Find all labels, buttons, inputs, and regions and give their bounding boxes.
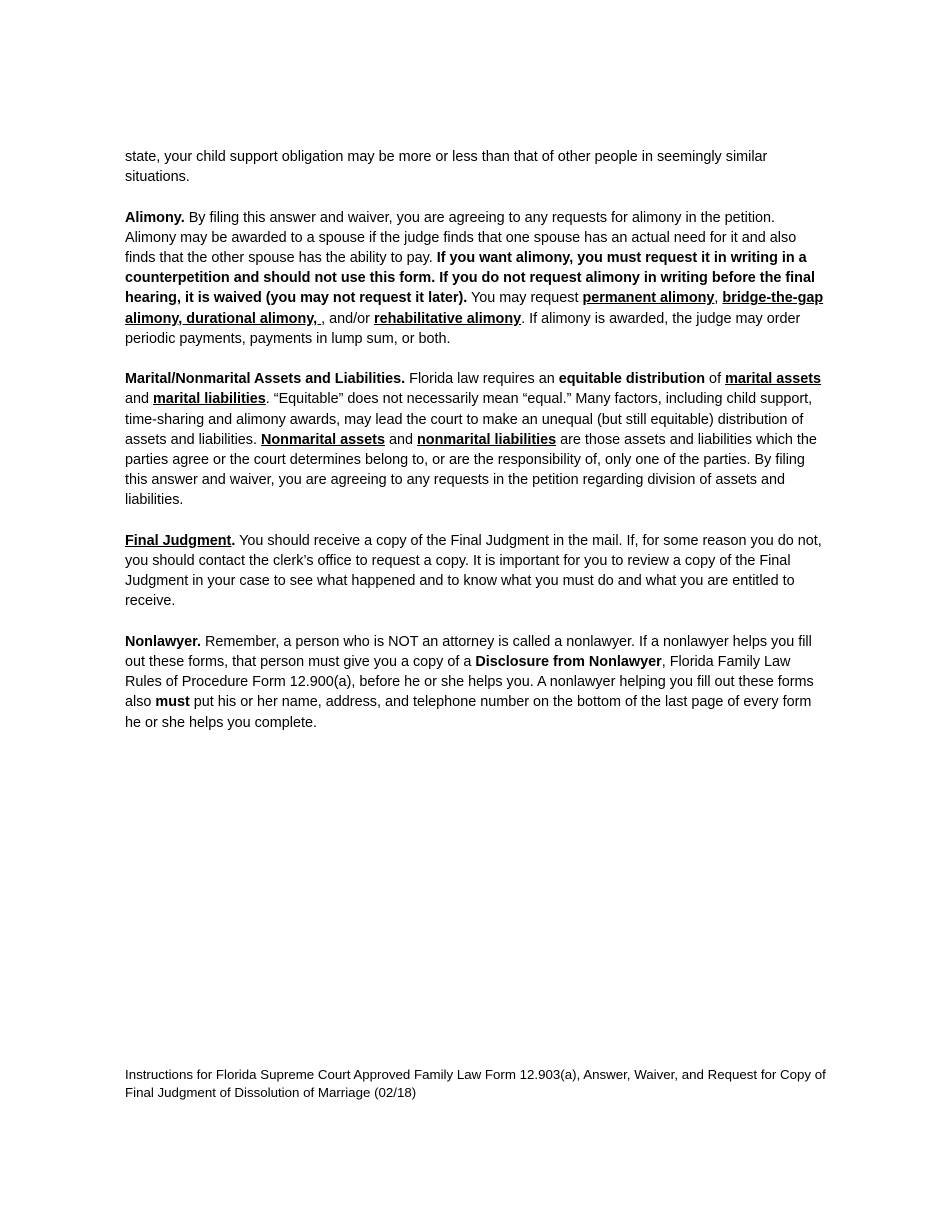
intro-paragraph (125, 147, 825, 187)
marital-heading: Marital/Nonmarital Assets and Liabilities. (125, 371, 406, 388)
alimony-heading: Alimony. (125, 209, 185, 226)
final-judgment-period: . (231, 532, 236, 549)
marital-text-6: are those assets and liabilities which the parties agree or the court determines belong to, or are the responsibility of, only one of the parties. By filing this answer and waiver, you are agreeing to any requests in the petition regarding division of assets and liabilities. (125, 431, 817, 509)
nonmarital-assets-term: Nonmarital assets (260, 431, 385, 448)
alimony-text-3: , (714, 290, 723, 307)
rehabilitative-alimony-term: rehabilitative alimony (373, 310, 522, 327)
final-judgment-text: You should receive a copy of the Final Judgment in the mail. If, for some reason you do not, you should contact the clerk’s office to request a copy. It is important for you to review a copy of the Final Judgment in your case to see what happened and to know what you must do and what you are entitled to receive. (125, 532, 822, 610)
permanent-alimony-term: permanent alimony (582, 290, 715, 307)
footer-text: Instructions for Florida Supreme Court Approved Family Law Form 12.903(a), Answer, Waiver, and Request for Copy of Final Judgment of Dissolution of Marriage (02/18) (125, 1067, 826, 1100)
intro-text: state, your child support obligation may be more or less than that of other people in seemingly similar situations. (125, 149, 768, 186)
alimony-text-1: By filing this answer and waiver, you are agreeing to any requests for alimony in the petition. Alimony may be awarded to a spouse if the judge finds that one spouse has an actual need for it and also finds that the other spouse has the ability to pay. (125, 209, 797, 266)
nonlawyer-paragraph (125, 632, 825, 733)
document-body (125, 147, 825, 753)
marital-text-5: and (384, 431, 417, 448)
marital-text-3: and (125, 391, 154, 408)
marital-text-4: . “Equitable” does not necessarily mean “equal.” Many factors, including child support, time-sharing and alimony awards, may lead the court to make an unequal (but still equitable) distribution of assets and liabilities. (125, 391, 813, 448)
nonlawyer-text-3: put his or her name, address, and telephone number on the bottom of the last page of every form he or she helps you complete. (125, 694, 812, 731)
alimony-text-2: You may request (467, 290, 583, 307)
bridge-durational-alimony-term: bridge-the-gap alimony, durational alimony, (125, 290, 824, 327)
nonlawyer-text-2: , Florida Family Law Rules of Procedure Form 12.900(a), before he or she helps you. A nonlawyer helping you fill out these forms also (125, 654, 814, 711)
equitable-distribution-term: equitable distribution (558, 371, 706, 388)
marital-text-2: of (705, 371, 726, 388)
alimony-warning: If you want alimony, you must request it in writing in a counterpetition and should not use this form. If you do not request alimony in writing before the final hearing, it is waived (you may not request it later). (125, 250, 815, 307)
marital-text-1: Florida law requires an (405, 371, 559, 388)
final-judgment-paragraph (125, 531, 825, 612)
alimony-paragraph (125, 208, 825, 349)
nonmarital-liabilities-term: nonmarital liabilities (416, 431, 557, 448)
disclosure-term: Disclosure from Nonlawyer (475, 654, 662, 671)
nonlawyer-heading: Nonlawyer. (125, 633, 201, 650)
final-judgment-heading: Final Judgment (125, 532, 232, 549)
nonlawyer-text-1: Remember, a person who is NOT an attorney is called a nonlawyer. If a nonlawyer helps you fill out these forms, that person must give you a copy of a (125, 633, 812, 671)
alimony-text-5: . If alimony is awarded, the judge may order periodic payments, payments in lump sum, or both. (125, 310, 801, 347)
page-footer (125, 1066, 830, 1102)
marital-assets-paragraph (125, 369, 825, 510)
marital-assets-term: marital assets (725, 371, 822, 388)
alimony-text-4: , and/or (321, 310, 374, 327)
must-term: must (155, 694, 190, 711)
marital-liabilities-term: marital liabilities (153, 391, 266, 408)
